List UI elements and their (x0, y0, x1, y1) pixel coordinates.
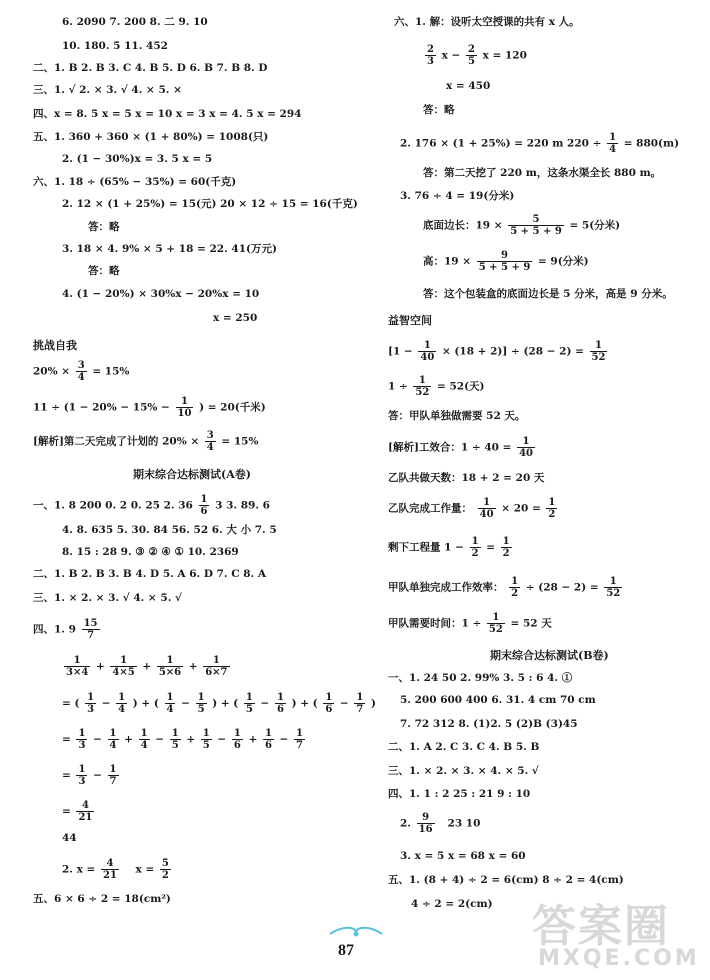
answer-line: 20% × $\frac{3}{4}$ = 15% (33, 360, 130, 383)
answer-line: 五、1. (8 + 4) ÷ 2 = 6(cm) 8 ÷ 2 = 4(cm) (388, 874, 624, 886)
operator: − (98, 697, 115, 710)
answer-line: 二、1. B 2. B 3. B 4. D 5. A 6. D 7. C 8. A (33, 568, 267, 580)
fraction: $\frac{1}{40}$ (479, 497, 494, 520)
answer-line: 7. 72 312 8. (1)2. 5 (2)B (3)45 (400, 718, 578, 730)
operator: − (336, 697, 353, 710)
answer-line: 一、1. 8 200 0. 2 0. 25 2. 36 $\frac{1}{6}$ 3 3. 89. 6 (33, 494, 270, 517)
operator: ( (74, 697, 84, 710)
answer-line: 3. x = 5 x = 68 x = 60 (400, 850, 526, 862)
operator: − (177, 697, 194, 710)
fraction: $\frac{2}{3}$ (427, 44, 434, 67)
fraction: $\frac{1}{7}$ (356, 692, 364, 715)
answer-line: x = 450 (446, 80, 491, 92)
operator: + (120, 733, 137, 746)
answer-line: 答：略 (423, 104, 455, 116)
fraction: $\frac{1}{6}$ (233, 728, 241, 751)
fraction: $\frac{1}{52}$ (488, 612, 503, 635)
operator: + (138, 660, 155, 673)
operator: ) + ( (129, 697, 163, 710)
section-title: 挑战自我 (33, 339, 77, 352)
answer-line: 六、1. 解：设听太空授课的共有 x 人。 (394, 16, 580, 28)
fraction: $\frac{1}{7}$ (296, 728, 303, 751)
answer-line: 答：略 (88, 221, 120, 233)
fraction: $\frac{5}{2}$ (161, 858, 169, 881)
answer-line: 3. 76 ÷ 4 = 19(分米) (400, 190, 515, 202)
answer-line: 三、1. √ 2. × 3. √ 4. × 5. × (33, 84, 182, 96)
answer-line: 4. (1 − 20%) × 30%x − 20%x = 10 (62, 288, 260, 300)
fraction: $\frac{1}{52}$ (591, 340, 606, 363)
answer-line: 二、1. B 2. B 3. C 4. B 5. D 6. B 7. B 8. D (33, 62, 268, 74)
operator: − (275, 733, 293, 746)
section-title: 益智空间 (388, 314, 432, 327)
answer-line: 答：第二天挖了 220 m，这条水渠全长 880 m。 (423, 167, 662, 179)
page-number: 87 (338, 942, 354, 959)
answer-line: 2. $\frac{9}{16}$ 23 10 (400, 812, 481, 835)
fraction: $\frac{1}{6}$ (325, 692, 333, 715)
page-decoration-icon (328, 925, 384, 939)
operator: + (92, 660, 109, 673)
fraction: $\frac{15}{7}$ (83, 618, 98, 641)
answer-line: 四、1. 1 : 2 25 : 21 9 : 10 (388, 788, 531, 800)
answer-line: 剩下工程量 1 − $\frac{1}{2}$ = $\frac{1}{2}$ (388, 536, 510, 559)
answer-line: 五、1. 360 + 360 × (1 + 80%) = 1008(只) (33, 131, 269, 143)
answer-line: 三、1. × 2. × 3. × 4. × 5. √ (388, 765, 539, 777)
answer-line: 6. 2090 7. 200 8. 二 9. 10 (62, 16, 208, 28)
answer-line: $\frac{2}{3}$ x − $\frac{2}{5}$ x = 120 (427, 44, 527, 67)
answer-line: 1 ÷ $\frac{1}{52}$ = 52(天) (388, 375, 485, 398)
answer-line: 五、6 × 6 ÷ 2 = 18(cm²) (33, 893, 171, 905)
fraction: $\frac{5}{5 + 5 + 9}$ (510, 214, 562, 237)
fraction: $\frac{1}{7}$ (109, 764, 117, 787)
answer-line: 8. 15 : 28 9. ③ ② ④ ① 10. 2369 (62, 546, 239, 558)
answer-line: 四、1. 9 $\frac{15}{7}$ (33, 618, 98, 641)
answer-line: 三、1. × 2. × 3. √ 4. × 5. √ (33, 592, 182, 604)
fraction: $\frac{9}{5 + 5 + 9}$ (478, 250, 531, 273)
fraction: $\frac{1}{6}$ (200, 494, 208, 517)
answer-line: 高：19 × $\frac{9}{5 + 5 + 9}$ = 9(分米) (423, 250, 589, 273)
fraction: $\frac{1}{4}$ (609, 132, 617, 155)
fraction: $\frac{1}{2}$ (471, 536, 479, 559)
answer-line: 底面边长：19 × $\frac{5}{5 + 5 + 9}$ = 5(分米) (423, 214, 621, 237)
fraction: $\frac{1}{3}$ (87, 692, 95, 715)
answer-line: 3. 18 × 4. 9% × 5 + 18 = 22. 41(万元) (62, 243, 277, 255)
fraction: $\frac{2}{5}$ (468, 44, 475, 67)
operator: + (244, 733, 261, 746)
fraction: $\frac{1}{6\times 7}$ (205, 655, 228, 678)
fraction: $\frac{4}{21}$ (103, 858, 117, 881)
answer-line: 四、x = 8. 5 x = 5 x = 10 x = 3 x = 4. 5 x = 294 (33, 108, 302, 120)
answer-line: 一、1. 24 50 2. 99% 3. 5 : 6 4. ① (388, 672, 573, 684)
fraction: $\frac{1}{3}$ (78, 764, 86, 787)
fraction: $\frac{4}{21}$ (78, 800, 93, 823)
operator: ) + ( (287, 697, 322, 710)
answer-line: 44 (62, 832, 77, 844)
fraction: $\frac{1}{40}$ (420, 340, 435, 363)
answer-line: 答：甲队单独做需要 52 天。 (388, 410, 526, 422)
fraction: $\frac{1}{52}$ (606, 576, 621, 599)
fraction: $\frac{1}{2}$ (502, 536, 510, 559)
fraction: $\frac{1}{5}$ (202, 728, 210, 751)
fraction: $\frac{1}{5}$ (171, 728, 179, 751)
answer-line: 二、1. A 2. C 3. C 4. B 5. B (388, 741, 540, 753)
fraction: $\frac{1}{52}$ (415, 375, 430, 398)
equals-sign: = (62, 697, 75, 710)
operator: − (213, 733, 230, 746)
fraction: $\frac{1}{4}$ (140, 728, 148, 751)
answer-line: 2. (1 − 30%)x = 3. 5 x = 5 (62, 153, 213, 165)
fraction: $\frac{1}{2}$ (511, 576, 519, 599)
operator: + (185, 660, 202, 673)
answer-line: 11 ÷ (1 − 20% − 15% − $\frac{1}{10}$ ) = 20(千米) (33, 396, 266, 419)
answer-line: 六、1. 18 ÷ (65% − 35%) = 60(千克) (33, 176, 237, 188)
answer-line: 2. 176 × (1 + 25%) = 220 m 220 ÷ $\frac{1}{4}$ = 880(m) (400, 132, 680, 155)
answer-line: [解析]工效合：1 ÷ 40 = $\frac{1}{40}$ (388, 436, 533, 459)
fraction: $\frac{9}{16}$ (418, 812, 433, 835)
answer-line: 答：这个包装盒的底面边长是 5 分米，高是 9 分米。 (423, 288, 673, 300)
answer-line: 乙队共做天数：18 + 2 = 20 天 (388, 472, 545, 484)
operator: − (256, 697, 273, 710)
answer-line: [解析]第二天完成了计划的 20% × $\frac{3}{4}$ = 15% (33, 430, 259, 453)
operator: − (89, 733, 106, 746)
equation-line (62, 692, 376, 715)
fraction: $\frac{1}{5\times 6}$ (158, 655, 182, 678)
equation-line (62, 800, 96, 823)
fraction: $\frac{1}{3\times 4}$ (66, 655, 89, 678)
equals-sign: = (62, 769, 75, 782)
fraction: $\frac{3}{4}$ (77, 360, 85, 383)
answer-line: x = 250 (213, 312, 258, 324)
answer-line: 甲队需要时间：1 ÷ $\frac{1}{52}$ = 52 天 (388, 612, 552, 635)
answer-line: 甲队单独完成工作效率： $\frac{1}{2}$ ÷ (28 − 2) = $\frac{1}{52}$ (388, 576, 621, 599)
answer-line: 答：略 (88, 265, 120, 277)
section-title: 期末综合达标测试(B卷) (490, 649, 609, 662)
equation-line (62, 655, 232, 678)
fraction: $\frac{1}{4}$ (118, 692, 126, 715)
answer-line: 4. 8. 635 5. 30. 84 56. 52 6. 大 小 7. 5 (62, 524, 277, 536)
fraction: $\frac{1}{10}$ (177, 396, 192, 419)
answer-line: 10. 180. 5 11. 452 (62, 40, 168, 52)
fraction: $\frac{1}{2}$ (548, 497, 556, 520)
watermark-sub: MXQE.COM (538, 946, 700, 971)
answer-line: 4 ÷ 2 = 2(cm) (411, 898, 493, 910)
answer-line: 2. 12 × (1 + 25%) = 15(元) 20 × 12 ÷ 15 = 16(千克) (62, 198, 358, 210)
fraction: $\frac{1}{40}$ (519, 436, 533, 459)
watermark-main: 答案圈 (532, 901, 670, 952)
answer-line: 乙队完成工作量： $\frac{1}{40}$ × 20 = $\frac{1}{2}$ (388, 497, 556, 520)
fraction: $\frac{1}{6}$ (264, 728, 272, 751)
equation-line (62, 728, 307, 751)
fraction: $\frac{1}{3}$ (78, 728, 86, 751)
fraction: $\frac{1}{5}$ (197, 692, 205, 715)
section-title: 期末综合达标测试(A卷) (133, 468, 251, 481)
operator: ) (367, 697, 376, 710)
fraction: $\frac{1}{4}$ (109, 728, 117, 751)
fraction: $\frac{3}{4}$ (206, 430, 214, 453)
fraction: $\frac{1}{4}$ (166, 692, 174, 715)
watermark-logo (532, 890, 702, 974)
answer-line: 2. x = $\frac{4}{21}$ x = $\frac{5}{2}$ (62, 858, 169, 881)
answer-line: 5. 200 600 400 6. 31. 4 cm 70 cm (400, 694, 596, 706)
operator: ) + ( (208, 697, 242, 710)
answer-line: [1 − $\frac{1}{40}$ × (18 + 2)] ÷ (28 − 2) = $\frac{1}{52}$ (388, 340, 606, 363)
operator: − (151, 733, 168, 746)
operator: − (89, 769, 106, 782)
fraction: $\frac{1}{5}$ (245, 692, 253, 715)
equals-sign: = (62, 805, 75, 818)
equals-sign: = (62, 733, 75, 746)
fraction: $\frac{1}{4\times 5}$ (112, 655, 135, 678)
operator: + (182, 733, 199, 746)
equation-line (62, 764, 121, 787)
fraction: $\frac{1}{6}$ (276, 692, 284, 715)
